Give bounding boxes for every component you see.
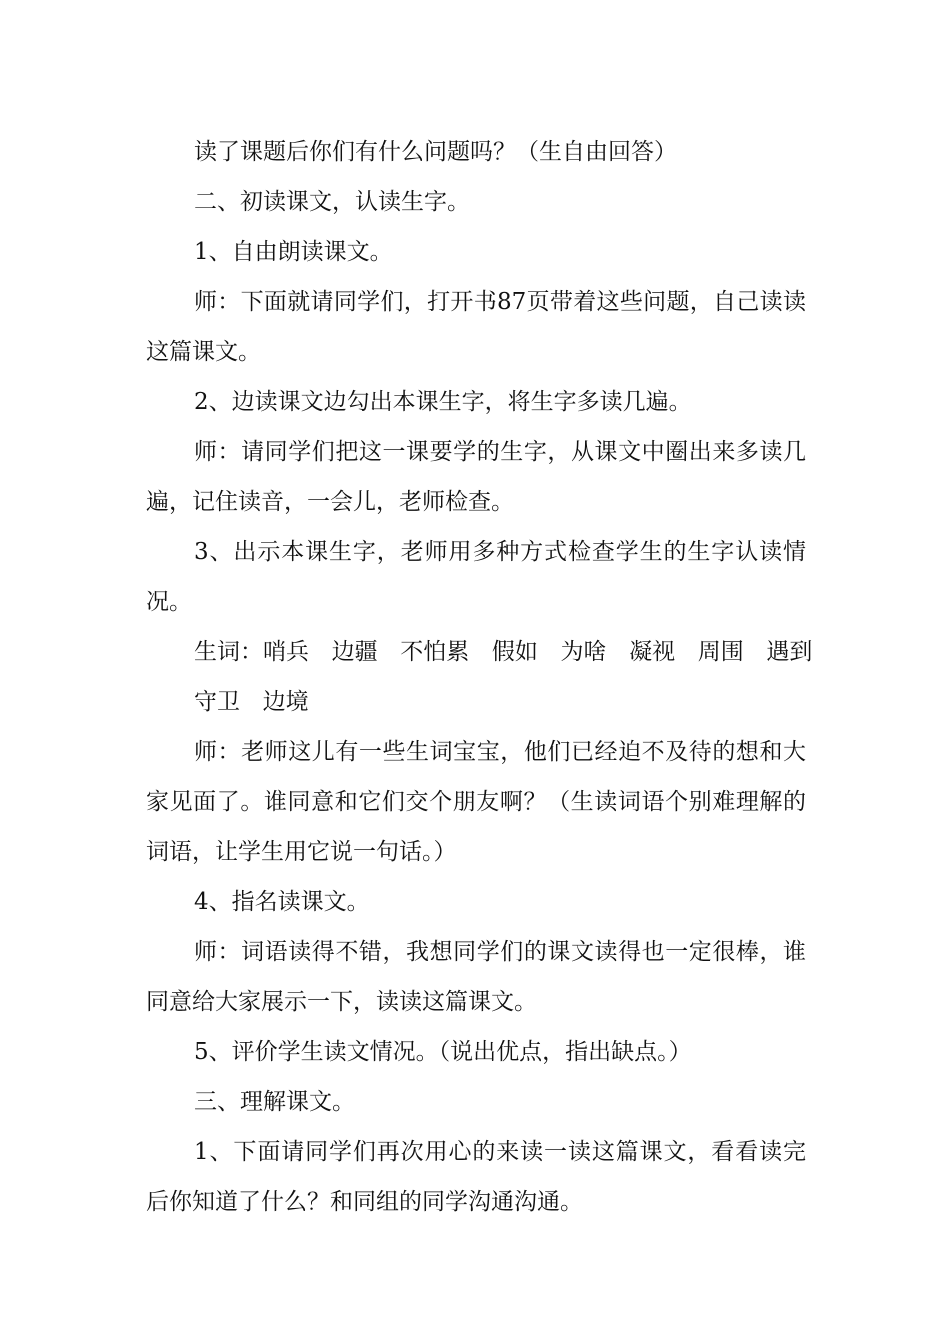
teacher-instruction-show-reading: 师：词语读得不错，我想同学们的课文读得也一定很棒，谁同意给大家展示一下，读读这篇课文。 [146,939,806,1015]
step-evaluate-reading: 5、评价学生读文情况。（说出优点，指出缺点。） [194,1039,692,1065]
paragraph-question-prompt: 读了课题后你们有什么问题吗？（生自由回答） [194,139,677,165]
step-free-reading: 1、自由朗读课文。 [194,239,393,265]
teacher-instruction-word-babies: 师：老师这儿有一些生词宝宝，他们已经迫不及待的想和大家见面了。谁同意和它们交个朋友啊？（生读词语个别难理解的词语，让学生用它说一句话。） [146,739,806,865]
section-heading-understanding: 三、理解课文。 [194,1089,355,1115]
document-body [146,127,813,1227]
step-mark-new-characters: 2、边读课文边勾出本课生字，将生字多读几遍。 [194,389,692,415]
section-heading-first-reading: 二、初读课文，认读生字。 [194,189,470,215]
teacher-instruction-circle-characters: 师：请同学们把这一课要学的生字，从课文中圈出来多读几遍，记住读音，一会儿，老师检查。 [146,439,806,515]
teacher-instruction-open-book: 师：下面就请同学们，打开书87页带着这些问题，自己读读这篇课文。 [146,289,806,365]
vocabulary-list-line-2: 守卫 边境 [194,689,309,715]
step-show-characters: 3、出示本课生字，老师用多种方式检查学生的生字认读情况。 [146,539,806,615]
step-reread-and-discuss: 1、下面请同学们再次用心的来读一读这篇课文，看看读完后你知道了什么？和同组的同学沟通沟通。 [146,1139,806,1215]
vocabulary-list-line-1: 生词：哨兵 边疆 不怕累 假如 为啥 凝视 周围 遇到 [194,639,813,665]
step-named-reading: 4、指名读课文。 [194,889,370,915]
